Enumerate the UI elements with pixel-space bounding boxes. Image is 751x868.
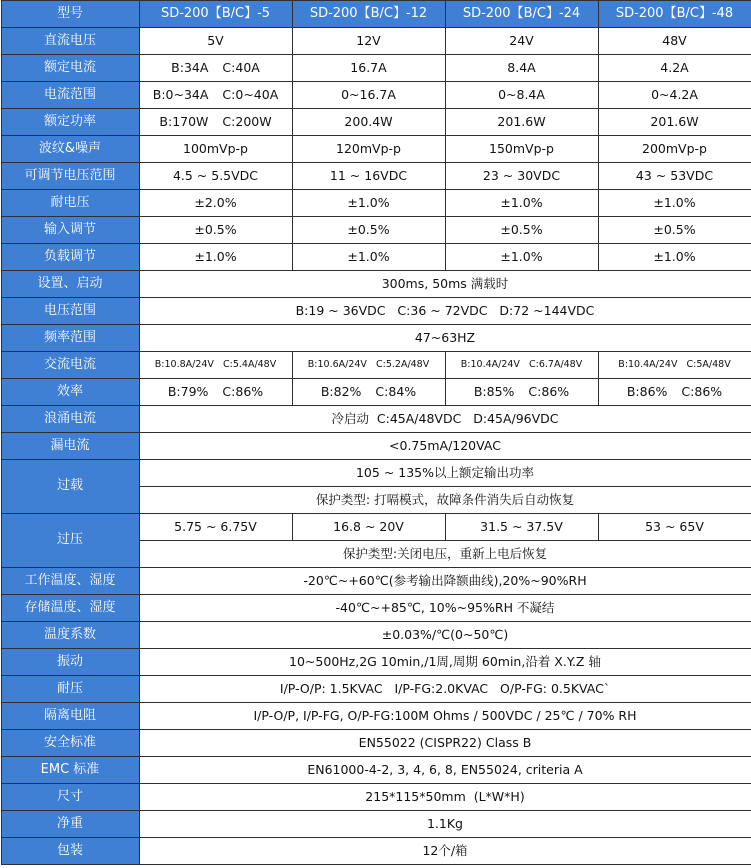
row-label: 电流范围: [1, 82, 139, 109]
header-row: [1, 1, 751, 28]
row-voltage-tolerance: [1, 190, 751, 217]
row-storage-temp: [1, 595, 751, 622]
row-label: 存储温度、湿度: [1, 595, 139, 622]
cell-merged: B:19 ~ 36VDC C:36 ~ 72VDC D:72 ~144VDC: [139, 298, 751, 325]
header-model-label: 型号: [1, 1, 139, 28]
cell-merged: I/P-O/P: 1.5KVAC I/P-FG:2.0KVAC O/P-FG: 0.5KVAC`: [139, 676, 751, 703]
cell-merged: 105 ~ 135%以上额定输出功率: [139, 460, 751, 487]
row-efficiency: [1, 379, 751, 406]
row-dc-voltage: [1, 28, 751, 55]
cell-24v: ±1.0%: [445, 190, 598, 217]
cell-12v: 200.4W: [292, 109, 445, 136]
cell-part-c: C:84%: [375, 384, 417, 400]
cell-part-c: C:6.7A/48V: [529, 358, 583, 370]
row-label: 额定电流: [1, 55, 139, 82]
row-withstand-voltage: [1, 676, 751, 703]
row-label: 包装: [1, 838, 139, 865]
cell-merged: <0.75mA/120VAC: [139, 433, 751, 460]
cell-merged: 保护类型: 打嗝模式，故障条件消失后自动恢复: [139, 487, 751, 514]
cell-part-c: C:5.4A/48V: [223, 358, 277, 370]
cell-24v: [445, 352, 598, 379]
cell-part-c: C:5.2A/48V: [376, 358, 430, 370]
row-label: 波纹&噪声: [1, 136, 139, 163]
cell-5v: [139, 82, 292, 109]
cell-24v: 8.4A: [445, 55, 598, 82]
row-dimensions: [1, 784, 751, 811]
row-net-weight: [1, 811, 751, 838]
cell-5v: [139, 55, 292, 82]
row-label: 可调节电压范围: [1, 163, 139, 190]
row-label: 尺寸: [1, 784, 139, 811]
cell-merged: ±0.03%/℃(0~50℃): [139, 622, 751, 649]
cell-merged: 47~63HZ: [139, 325, 751, 352]
cell-48v: 0~4.2A: [598, 82, 751, 109]
row-label: 隔离电阻: [1, 703, 139, 730]
cell-part-b: B:10.4A/24V: [618, 358, 678, 370]
row-label: 安全标准: [1, 730, 139, 757]
row-frequency: [1, 325, 751, 352]
cell-12v: [292, 352, 445, 379]
cell-24v: ±1.0%: [445, 244, 598, 271]
cell-5v: [139, 352, 292, 379]
row-label: 输入调节: [1, 217, 139, 244]
cell-part-b: B:10.4A/24V: [460, 358, 520, 370]
cell-12v: 12V: [292, 28, 445, 55]
cell-12v: 16.7A: [292, 55, 445, 82]
cell-part-c: C:0~40A: [222, 87, 279, 103]
cell-part-b: B:10.6A/24V: [307, 358, 367, 370]
row-label: 效率: [1, 379, 139, 406]
cell-5v: ±2.0%: [139, 190, 292, 217]
row-label: 额定功率: [1, 109, 139, 136]
cell-part-b: B:86%: [626, 384, 668, 400]
row-leakage-current: [1, 433, 751, 460]
row-input-voltage: [1, 298, 751, 325]
cell-merged: 300ms, 50ms 满载时: [139, 271, 751, 298]
cell-5v: 5V: [139, 28, 292, 55]
cell-part-c: C:5A/48V: [686, 358, 731, 370]
cell-48v: [598, 352, 751, 379]
header-model-5: SD-200【B/C】-5: [139, 1, 292, 28]
cell-part-b: B:0~34A: [152, 87, 209, 103]
cell-merged: -20℃~+60℃(参考输出降额曲线),20%~90%RH: [139, 568, 751, 595]
header-model-48: SD-200【B/C】-48: [598, 1, 751, 28]
cell-48v: 53 ~ 65V: [598, 514, 751, 541]
row-inrush-current: [1, 406, 751, 433]
cell-24v: ±0.5%: [445, 217, 598, 244]
cell-5v: ±0.5%: [139, 217, 292, 244]
row-rated-current: [1, 55, 751, 82]
cell-merged: EN55022 (CISPR22) Class B: [139, 730, 751, 757]
row-rated-power: [1, 109, 751, 136]
cell-48v: 43 ~ 53VDC: [598, 163, 751, 190]
cell-5v: [139, 109, 292, 136]
cell-12v: ±1.0%: [292, 244, 445, 271]
row-adj-voltage: [1, 163, 751, 190]
cell-part-c: C:40A: [222, 60, 260, 76]
cell-24v: 201.6W: [445, 109, 598, 136]
cell-12v: 0~16.7A: [292, 82, 445, 109]
cell-part-b: B:82%: [320, 384, 362, 400]
row-label: 直流电压: [1, 28, 139, 55]
cell-part-c: C:86%: [528, 384, 570, 400]
cell-merged: EN61000-4-2, 3, 4, 6, 8, EN55024, criteria A: [139, 757, 751, 784]
cell-part-c: C:200W: [222, 114, 272, 130]
cell-merged: -40℃~+85℃, 10%~95%RH 不凝结: [139, 595, 751, 622]
row-label: 工作温度、湿度: [1, 568, 139, 595]
cell-12v: ±0.5%: [292, 217, 445, 244]
row-vibration: [1, 649, 751, 676]
row-label: 漏电流: [1, 433, 139, 460]
cell-part-c: C:86%: [681, 384, 723, 400]
row-label: 频率范围: [1, 325, 139, 352]
cell-12v: [292, 379, 445, 406]
row-working-temp: [1, 568, 751, 595]
row-label: EMC 标准: [1, 757, 139, 784]
cell-merged: 保护类型:关闭电压，重新上电后恢复: [139, 541, 751, 568]
row-temp-coefficient: [1, 622, 751, 649]
cell-48v: 48V: [598, 28, 751, 55]
cell-part-c: C:86%: [222, 384, 264, 400]
cell-24v: [445, 379, 598, 406]
cell-5v: ±1.0%: [139, 244, 292, 271]
cell-48v: [598, 379, 751, 406]
row-label: 浪涌电流: [1, 406, 139, 433]
row-label: 负载调节: [1, 244, 139, 271]
cell-48v: 201.6W: [598, 109, 751, 136]
cell-48v: ±0.5%: [598, 217, 751, 244]
row-label: 净重: [1, 811, 139, 838]
header-model-24: SD-200【B/C】-24: [445, 1, 598, 28]
cell-part-b: B:79%: [167, 384, 209, 400]
cell-48v: ±1.0%: [598, 244, 751, 271]
row-label: 振动: [1, 649, 139, 676]
row-load-regulation: [1, 244, 751, 271]
cell-24v: 0~8.4A: [445, 82, 598, 109]
cell-part-b: B:85%: [473, 384, 515, 400]
row-setup-time: [1, 271, 751, 298]
spec-table: [1, 0, 751, 865]
row-label: 交流电流: [1, 352, 139, 379]
row-ac-current: [1, 352, 751, 379]
row-label: 过压: [1, 514, 139, 568]
cell-5v: 4.5 ~ 5.5VDC: [139, 163, 292, 190]
cell-5v: 5.75 ~ 6.75V: [139, 514, 292, 541]
cell-12v: ±1.0%: [292, 190, 445, 217]
cell-merged: 215*115*50mm (L*W*H): [139, 784, 751, 811]
row-ripple-noise: [1, 136, 751, 163]
row-safety-standard: [1, 730, 751, 757]
cell-24v: 31.5 ~ 37.5V: [445, 514, 598, 541]
row-isolation-resistance: [1, 703, 751, 730]
cell-part-b: B:170W: [159, 114, 209, 130]
cell-merged: 1.1Kg: [139, 811, 751, 838]
row-overvoltage-1: [1, 514, 751, 541]
row-label: 电压范围: [1, 298, 139, 325]
cell-merged: 10~500Hz,2G 10min,/1周,周期 60min,沿着 X.Y.Z 轴: [139, 649, 751, 676]
cell-5v: 100mVp-p: [139, 136, 292, 163]
cell-48v: 200mVp-p: [598, 136, 751, 163]
row-label: 耐电压: [1, 190, 139, 217]
cell-merged: 冷启动 C:45A/48VDC D:45A/96VDC: [139, 406, 751, 433]
row-current-range: [1, 82, 751, 109]
cell-12v: 11 ~ 16VDC: [292, 163, 445, 190]
row-packing: [1, 838, 751, 865]
cell-24v: 23 ~ 30VDC: [445, 163, 598, 190]
cell-part-b: B:34A: [171, 60, 209, 76]
cell-5v: [139, 379, 292, 406]
cell-merged: I/P-O/P, I/P-FG, O/P-FG:100M Ohms / 500VDC / 25℃ / 70% RH: [139, 703, 751, 730]
row-overload-1: [1, 460, 751, 487]
row-label: 设置、启动: [1, 271, 139, 298]
row-emc-standard: [1, 757, 751, 784]
row-label: 耐压: [1, 676, 139, 703]
row-label: 温度系数: [1, 622, 139, 649]
cell-12v: 120mVp-p: [292, 136, 445, 163]
cell-12v: 16.8 ~ 20V: [292, 514, 445, 541]
cell-48v: ±1.0%: [598, 190, 751, 217]
row-line-regulation: [1, 217, 751, 244]
row-label: 过载: [1, 460, 139, 514]
cell-part-b: B:10.8A/24V: [154, 358, 214, 370]
cell-24v: 24V: [445, 28, 598, 55]
cell-48v: 4.2A: [598, 55, 751, 82]
cell-24v: 150mVp-p: [445, 136, 598, 163]
header-model-12: SD-200【B/C】-12: [292, 1, 445, 28]
cell-merged: 12个/箱: [139, 838, 751, 865]
